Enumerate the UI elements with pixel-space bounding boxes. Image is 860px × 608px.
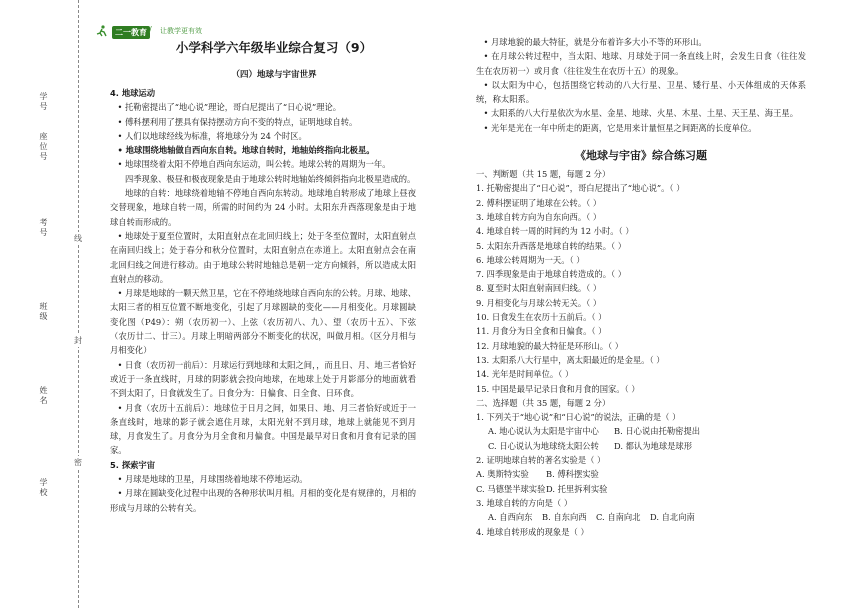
binding-label-zuoweihao: 座位号	[39, 132, 48, 162]
note-paragraph: • 月球在圆缺变化过程中出现的各种形状叫月相。月相的变化是有规律的，月相的形成与月球的公转有关。	[110, 488, 416, 513]
brand-name: 二一教育	[112, 26, 150, 39]
choice-option: D. 自北向南	[650, 512, 695, 523]
binding-label-xuexiao: 学校	[39, 478, 48, 498]
note-paragraph: • 太阳系的八大行星依次为水星、金星、地球、火星、木星、土星、天王星、海王星。	[483, 108, 798, 119]
choice-option: A. 奥斯特实验	[476, 469, 529, 480]
judgment-question: 6. 地球公转周期为一天。（ ）	[476, 254, 585, 265]
judgment-question: 7. 四季现象是由于地球自转造成的。（ ）	[476, 269, 627, 280]
brand-slogan: 让教学更有效	[160, 27, 202, 35]
page-title: 小学科学六年级毕业综合复习（9）	[175, 40, 373, 55]
choice-options-row	[476, 467, 806, 481]
choice-options-row	[476, 439, 806, 453]
choice-options-row	[476, 482, 806, 496]
choice-option: D. 都认为地球是球形	[614, 440, 693, 451]
choice-option: A. 自西向东	[488, 512, 533, 523]
judgment-question: 11. 月食分为日全食和日偏食。（ ）	[476, 326, 607, 337]
heading-explore-universe: 5. 探索宇宙	[110, 459, 156, 470]
seal-char-feng: 封	[74, 336, 82, 345]
choice-options-row	[476, 424, 806, 438]
note-paragraph: • 月食（农历十五前后）：地球位于日月之间，如果日、地、月三者恰好或近于一条直线时，地球的影子就会遮住月球，太阳光射不到月球，地球上就能见不到月球，月食发生了。月食分为月全食和月偏食。中国是最早对日食和月食有记录的国家。	[110, 402, 416, 456]
judgment-question: 1. 托勒密提出了“日心说”，哥白尼提出了“地心说”。（ ）	[476, 183, 685, 194]
judgment-question: 8. 夏至时太阳直射南回归线。（ ）	[476, 283, 602, 294]
binding-strip	[0, 0, 86, 608]
judgment-question: 12. 月球地貌的最大特征是环形山。（ ）	[476, 340, 624, 351]
left-column	[110, 86, 416, 515]
note-paragraph: • 傅科摆利用了摆具有保持摆动方向不变的特点，证明地球自转。	[117, 116, 358, 127]
choice-question: 4. 地球自转形成的现象是（ ）	[476, 526, 589, 537]
seal-char-mi: 密	[74, 458, 82, 467]
note-paragraph: • 在月球公转过程中，当太阳、地球、月球处于同一条直线上时，会发生日食（往往发生在农历初一）或月食（往往发生在农历十五）的现象。	[476, 51, 806, 76]
choice-option: C. 自南向北	[596, 512, 641, 523]
judgment-question: 15. 中国是最早记录日食和月食的国家。（ ）	[476, 383, 640, 394]
note-paragraph: • 月球是地球的卫星，月球围绕着地球不停地运动。	[117, 474, 308, 485]
part-heading-choice: 二、选择题（共 35 题，每题 2 分）	[476, 397, 611, 408]
seal-char-xian: 线	[74, 234, 82, 243]
choice-option: C. 马德堡半球实验	[476, 483, 546, 494]
note-paragraph: • 地球处于夏至位置时，太阳直射点在北回归线上；处于冬至位置时，太阳直射点在南回归线上；处于春分和秋分位置时，太阳直射点在赤道上。太阳直射点会在南北回归线之间进行移动。由于地球公转时地轴总是朝一定方向倾斜，所以造成太阳直射点的移动。	[110, 230, 416, 284]
binding-label-kaohao: 考号	[39, 218, 48, 238]
choice-option: B. 自东向西	[542, 512, 587, 523]
section-subtitle: （四）地球与宇宙世界	[231, 70, 317, 80]
note-paragraph: • 日食（农历初一前后）：月球运行到地球和太阳之间，，而且日、月、地三者恰好或近于一条直线时，月球的阴影就会投向地球，在地球上处于月影部分的地面就看不到太阳了，日食就发生了。日食分为：日偏食、日全食、日环食。	[110, 359, 416, 399]
right-column	[476, 35, 806, 539]
judgment-question: 2. 傅科摆证明了地球在公转。（ ）	[476, 197, 602, 208]
choice-option: A. 地心说认为太阳是宇宙中心	[488, 426, 599, 437]
choice-option: D. 托里拆利实验	[546, 483, 608, 494]
binding-cut-line	[78, 0, 79, 608]
binding-label-banji: 班级	[39, 302, 48, 322]
logo-divider: /	[149, 25, 152, 34]
note-paragraph: • 地球围绕着太阳不停地自西向东运动，叫公转。地球公转的周期为一年。	[117, 159, 391, 170]
binding-label-xingming: 姓名	[39, 386, 48, 406]
choice-option: C. 日心说认为地球绕太阳公转	[488, 440, 599, 451]
judgment-question: 5. 太阳东升西落是地球自转的结果。（ ）	[476, 240, 627, 251]
choice-question: 2. 证明地球自转的著名实验是（ ）	[476, 455, 606, 466]
binding-label-xuehao: 学号	[39, 92, 48, 112]
choice-options-row	[476, 510, 806, 524]
choice-question: 1. 下列关于“地心说”和“日心说”的说法，正确的是（ ）	[476, 412, 681, 423]
judgment-question: 14. 光年是时间单位。（ ）	[476, 369, 574, 380]
note-paragraph: • 人们以地球经线为标准，将地球分为 24 个时区。	[117, 130, 307, 141]
choice-option: B. 日心说由托勒密提出	[614, 426, 701, 437]
part-heading-judgment: 一、判断题（共 15 题，每题 2 分）	[476, 169, 611, 180]
judgment-question: 3. 地球自转方向为自东向西。（ ）	[476, 211, 602, 222]
choice-question: 3. 地球自转的方向是（ ）	[476, 497, 573, 508]
note-paragraph: 四季现象、极昼和极夜现象是由于地球公转时地轴始终倾斜指向北极星造成的。	[124, 173, 416, 184]
exercise-title: 《地球与宇宙》综合练习题	[575, 149, 707, 163]
note-paragraph: • 托勒密提出了“地心说”理论，哥白尼提出了“日心说”理论。	[117, 102, 342, 113]
note-paragraph: • 月球是地球的一颗天然卫星，它在不停地绕地球自西向东的公转。月球、地球、太阳三者的相互位置不断地变化，引起了月球圆缺的变化——月相变化。月球圆缺变化图（P49）：朔（农历初一）、上弦（农历初八、九）、望（农历十五）、下弦（农历廿二、廿三）。月球上明暗两部分不断变化的状况，叫做月相。（区分月相与月相变化）	[110, 288, 416, 356]
judgment-question: 4. 地球自转一周的时间约为 12 小时。（ ）	[476, 226, 634, 237]
note-paragraph: • 以太阳为中心，包括围绕它转动的八大行星、卫星、矮行星、小天体组成的天体系统，称太阳系。	[476, 79, 806, 105]
heading-earth-motion: 4. 地球运动	[110, 88, 156, 98]
judgment-question: 13. 太阳系八大行星中，离太阳最近的是金星。（ ）	[476, 354, 665, 365]
note-paragraph: 地球的自转：地球绕着地轴不停地自西向东转动。地球地自转形成了地球上昼夜交替现象，地球自转一周，所需的时间约为 24 小时。太阳东升西落现象是由于地球自转而形成的。	[110, 188, 416, 227]
judgment-question: 10. 日食发生在农历十五前后。（ ）	[476, 312, 607, 323]
choice-option: B. 傅科摆实验	[546, 469, 599, 480]
note-paragraph-bold: • 地球围绕地轴做自西向东自转。地球自转时，地轴始终指向北极星。	[117, 145, 375, 156]
note-paragraph: • 光年是光在一年中所走的距离，它是用来计量恒星之间距离的长度单位。	[483, 122, 757, 133]
judgment-question: 9. 月相变化与月球公转无关。（ ）	[476, 297, 602, 308]
note-paragraph: • 月球地貌的最大特征，就是分布着许多大小不等的环形山。	[483, 37, 707, 47]
